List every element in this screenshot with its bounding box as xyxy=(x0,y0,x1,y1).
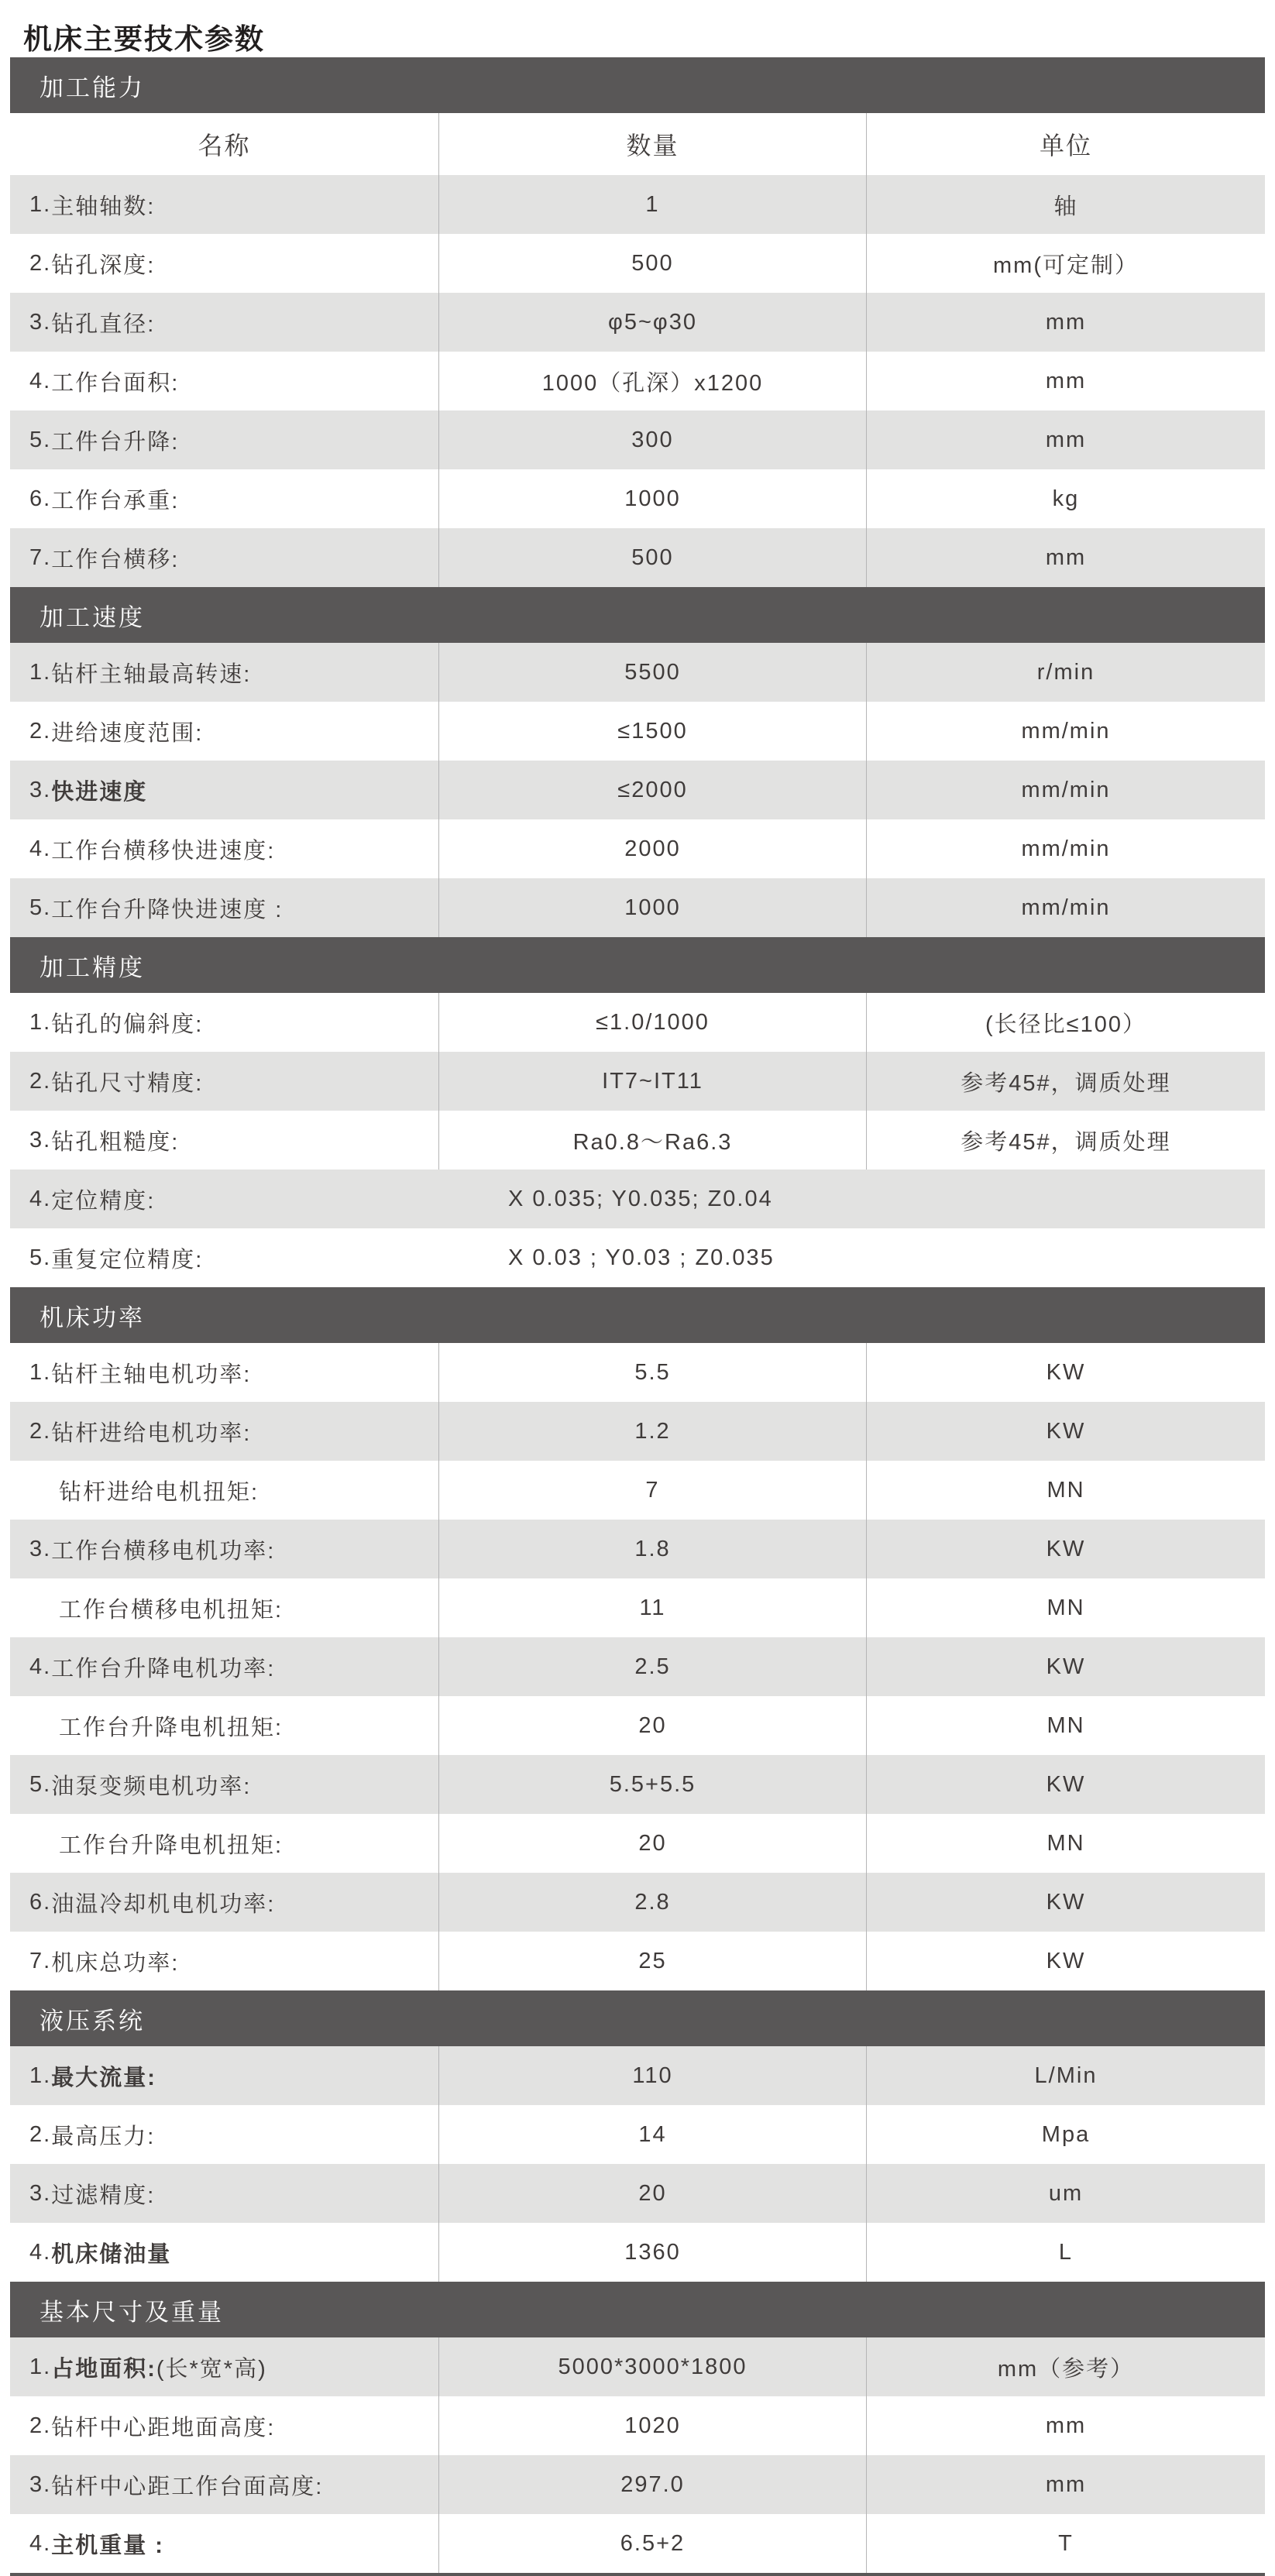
section-header: 加工能力 xyxy=(10,57,1265,113)
row-unit: mm（参考） xyxy=(866,2337,1265,2396)
table-row xyxy=(10,1111,1265,1170)
row-value: 2.5 xyxy=(438,1637,866,1696)
row-unit: KW xyxy=(866,1755,1265,1814)
row-value: 20 xyxy=(438,1696,866,1755)
row-name: 钻孔深度: xyxy=(51,252,156,278)
row-number: 2. xyxy=(29,250,52,276)
row-label xyxy=(10,993,438,1052)
row-number: 3. xyxy=(29,1536,52,1561)
row-value: ≤2000 xyxy=(438,761,866,819)
row-number: 2. xyxy=(29,718,52,744)
row-value: 2000 xyxy=(438,819,866,878)
row-value: ≤1.0/1000 xyxy=(438,993,866,1052)
row-label xyxy=(10,1111,438,1170)
row-value: 500 xyxy=(438,234,866,293)
table-row xyxy=(10,1402,1265,1461)
row-value: 6.5+2 xyxy=(438,2514,866,2573)
row-name: 钻孔尺寸精度: xyxy=(51,1070,204,1096)
row-value: 25 xyxy=(438,1932,866,1990)
row-label xyxy=(10,2223,438,2282)
table-row xyxy=(10,1932,1265,1990)
row-name: 主轴轴数: xyxy=(51,194,156,219)
row-name: 工作台升降电机扭矩: xyxy=(59,1832,284,1858)
row-unit: KW xyxy=(866,1343,1265,1402)
row-name: 钻杆进给电机扭矩: xyxy=(59,1479,259,1505)
table-row xyxy=(10,469,1265,528)
row-number: 4. xyxy=(29,2530,52,2556)
row-label xyxy=(10,2164,438,2223)
row-unit: mm xyxy=(866,2396,1265,2455)
row-name: 工作台横移快进速度: xyxy=(51,838,276,864)
row-unit: MN xyxy=(866,1461,1265,1520)
table-row xyxy=(10,1755,1265,1814)
row-value: 500 xyxy=(438,528,866,587)
row-number: 2. xyxy=(29,1068,52,1094)
table-row xyxy=(10,1814,1265,1873)
row-label xyxy=(10,293,438,352)
row-label xyxy=(10,1755,438,1814)
row-unit: KW xyxy=(866,1873,1265,1932)
row-value: 1360 xyxy=(438,2223,866,2282)
row-value: 300 xyxy=(438,410,866,469)
row-number: 3. xyxy=(29,2471,52,2497)
row-label xyxy=(10,1402,438,1461)
row-value: 20 xyxy=(438,1814,866,1873)
row-value: φ5~φ30 xyxy=(438,293,866,352)
row-value: 7 xyxy=(438,1461,866,1520)
row-label xyxy=(10,1052,438,1111)
row-label xyxy=(10,528,438,587)
column-header-unit: 单位 xyxy=(866,113,1265,175)
row-label xyxy=(10,702,438,761)
section-header: 机床功率 xyxy=(10,1287,1265,1343)
row-number: 3. xyxy=(29,777,52,802)
row-label xyxy=(10,1343,438,1402)
row-name: 工作台升降电机扭矩: xyxy=(59,1715,284,1740)
table-row xyxy=(10,1343,1265,1402)
table-row xyxy=(10,2105,1265,2164)
table-row xyxy=(10,1873,1265,1932)
row-label xyxy=(10,352,438,410)
row-name: 机床总功率: xyxy=(51,1950,180,1976)
row-label xyxy=(10,410,438,469)
row-unit: KW xyxy=(866,1402,1265,1461)
row-number: 3. xyxy=(29,1127,52,1152)
row-label xyxy=(10,469,438,528)
row-number: 1. xyxy=(29,1359,52,1385)
row-name: 钻杆主轴最高转速: xyxy=(51,661,252,687)
section-header: 加工精度 xyxy=(10,937,1265,993)
row-name: 油温冷却机电机功率: xyxy=(51,1891,276,1917)
row-number: 5. xyxy=(29,895,52,920)
row-name: 油泵变频电机功率: xyxy=(51,1774,252,1799)
row-number: 4. xyxy=(29,2239,52,2265)
row-label xyxy=(10,643,438,702)
row-value: 11 xyxy=(438,1578,866,1637)
table-row xyxy=(10,528,1265,587)
row-value-span: X 0.035; Y0.035; Z0.04 xyxy=(508,1186,773,1211)
row-name: 工作台承重: xyxy=(51,488,180,513)
row-value: ≤1500 xyxy=(438,702,866,761)
row-value: 110 xyxy=(438,2046,866,2105)
table-row xyxy=(10,1170,1265,1228)
row-label xyxy=(10,2396,438,2455)
row-unit: (长径比≤100） xyxy=(866,993,1265,1052)
row-number: 1. xyxy=(29,659,52,685)
row-number: 3. xyxy=(29,2180,52,2206)
table-row xyxy=(10,234,1265,293)
table-row xyxy=(10,1520,1265,1578)
row-value: 1 xyxy=(438,175,866,234)
row-label xyxy=(10,234,438,293)
row-number: 4. xyxy=(29,368,52,393)
table-row xyxy=(10,761,1265,819)
row-value: 1000（孔深）x1200 xyxy=(438,352,866,410)
row-number: 5. xyxy=(29,1245,52,1270)
row-label xyxy=(10,2105,438,2164)
row-name-suffix: (长*宽*高) xyxy=(156,2356,267,2382)
table-row xyxy=(10,175,1265,234)
row-number: 4. xyxy=(29,1186,52,1211)
row-unit: mm/min xyxy=(866,761,1265,819)
row-name: 最大流量: xyxy=(51,2065,156,2090)
table-row xyxy=(10,1052,1265,1111)
table-row xyxy=(10,643,1265,702)
table-row xyxy=(10,293,1265,352)
row-name: 钻杆中心距工作台面高度: xyxy=(51,2474,324,2499)
row-name: 钻杆进给电机功率: xyxy=(51,1420,252,1446)
table-row xyxy=(10,2455,1265,2514)
row-value: 1000 xyxy=(438,469,866,528)
row-label xyxy=(10,761,438,819)
table-row xyxy=(10,1578,1265,1637)
row-number: 5. xyxy=(29,1771,52,1797)
column-header-quantity: 数量 xyxy=(438,113,866,175)
row-value: 1.8 xyxy=(438,1520,866,1578)
row-value: 2.8 xyxy=(438,1873,866,1932)
row-name: 钻孔直径: xyxy=(51,311,156,337)
table-row xyxy=(10,352,1265,410)
row-label xyxy=(10,175,438,234)
row-number: 5. xyxy=(29,427,52,452)
row-number: 4. xyxy=(29,1654,52,1679)
row-label xyxy=(10,2046,438,2105)
row-value: 14 xyxy=(438,2105,866,2164)
spec-table xyxy=(10,57,1265,2573)
row-name: 工作台升降快进速度 : xyxy=(51,897,284,922)
table-row xyxy=(10,1461,1265,1520)
row-unit: KW xyxy=(866,1520,1265,1578)
row-name: 重复定位精度: xyxy=(51,1247,204,1273)
row-unit: um xyxy=(866,2164,1265,2223)
row-name: 钻杆中心距地面高度: xyxy=(51,2415,276,2440)
row-name: 工作台横移电机扭矩: xyxy=(59,1597,284,1623)
row-name: 工作台面积: xyxy=(51,370,180,396)
row-unit: mm xyxy=(866,528,1265,587)
table-row xyxy=(10,702,1265,761)
row-number: 1. xyxy=(29,2354,52,2379)
table-row xyxy=(10,2514,1265,2573)
column-header-name: 名称 xyxy=(198,132,251,160)
row-number: 1. xyxy=(29,1009,52,1035)
row-value: 1.2 xyxy=(438,1402,866,1461)
row-unit: mm/min xyxy=(866,878,1265,937)
row-unit: Mpa xyxy=(866,2105,1265,2164)
table-row xyxy=(10,2164,1265,2223)
row-value: 20 xyxy=(438,2164,866,2223)
row-label xyxy=(10,2514,438,2573)
row-unit: KW xyxy=(866,1637,1265,1696)
row-name: 过滤精度: xyxy=(51,2183,156,2208)
row-unit: 参考45#，调质处理 xyxy=(866,1111,1265,1170)
row-unit: KW xyxy=(866,1932,1265,1990)
row-label xyxy=(10,1520,438,1578)
table-row xyxy=(10,2046,1265,2105)
table-row xyxy=(10,2223,1265,2282)
table-row xyxy=(10,819,1265,878)
row-value: 5500 xyxy=(438,643,866,702)
row-name: 钻杆主轴电机功率: xyxy=(51,1362,252,1387)
row-unit: kg xyxy=(866,469,1265,528)
row-unit: mm/min xyxy=(866,819,1265,878)
table-row xyxy=(10,1696,1265,1755)
row-label xyxy=(10,1814,438,1873)
row-number: 4. xyxy=(29,836,52,861)
row-name: 进给速度范围: xyxy=(51,720,204,746)
row-label xyxy=(10,1170,438,1228)
table-row xyxy=(10,1228,1265,1287)
table-row xyxy=(10,410,1265,469)
row-unit: MN xyxy=(866,1578,1265,1637)
row-name: 工作台升降电机功率: xyxy=(51,1656,276,1681)
row-value: 1000 xyxy=(438,878,866,937)
row-number: 7. xyxy=(29,1948,52,1973)
row-name: 钻孔粗糙度: xyxy=(51,1129,180,1155)
row-unit: mm/min xyxy=(866,702,1265,761)
row-name: 占地面积: xyxy=(51,2356,156,2382)
row-label xyxy=(10,878,438,937)
row-number: 2. xyxy=(29,2121,52,2147)
row-unit: mm(可定制） xyxy=(866,234,1265,293)
row-label xyxy=(10,1932,438,1990)
row-unit: 轴 xyxy=(866,175,1265,234)
row-name: 最高压力: xyxy=(51,2124,156,2149)
row-unit: MN xyxy=(866,1696,1265,1755)
row-value: 5000*3000*1800 xyxy=(438,2337,866,2396)
row-value: 297.0 xyxy=(438,2455,866,2514)
row-unit: mm xyxy=(866,2455,1265,2514)
section-header: 基本尺寸及重量 xyxy=(10,2282,1265,2337)
row-number: 3. xyxy=(29,309,52,335)
row-name: 机床储油量 xyxy=(51,2241,172,2267)
row-name: 定位精度: xyxy=(51,1188,156,1214)
row-unit: L/Min xyxy=(866,2046,1265,2105)
row-label xyxy=(10,1578,438,1637)
row-value: IT7~IT11 xyxy=(438,1052,866,1111)
table-row xyxy=(10,2396,1265,2455)
row-name: 工作台横移电机功率: xyxy=(51,1538,276,1564)
row-unit: 参考45#，调质处理 xyxy=(866,1052,1265,1111)
row-number: 6. xyxy=(29,1889,52,1915)
table-row xyxy=(10,1637,1265,1696)
row-number: 1. xyxy=(29,191,52,217)
row-value: Ra0.8～Ra6.3 xyxy=(438,1111,866,1170)
row-number: 2. xyxy=(29,2413,52,2438)
table-row xyxy=(10,2337,1265,2396)
table-row xyxy=(10,878,1265,937)
row-label xyxy=(10,1228,438,1287)
row-unit: mm xyxy=(866,352,1265,410)
row-value: 1020 xyxy=(438,2396,866,2455)
section-header: 加工速度 xyxy=(10,587,1265,643)
row-label xyxy=(10,1873,438,1932)
row-value: 5.5+5.5 xyxy=(438,1755,866,1814)
page-title: 机床主要技术参数 xyxy=(23,23,265,55)
row-unit: r/min xyxy=(866,643,1265,702)
section-header: 液压系统 xyxy=(10,1990,1265,2046)
row-unit: L xyxy=(866,2223,1265,2282)
row-name: 工作台横移: xyxy=(51,547,180,572)
row-number: 1. xyxy=(29,2063,52,2088)
row-number: 2. xyxy=(29,1418,52,1444)
row-label xyxy=(10,2455,438,2514)
column-header-row xyxy=(10,113,1265,175)
row-name: 工件台升降: xyxy=(51,429,180,455)
row-label xyxy=(10,1461,438,1520)
row-label xyxy=(10,1637,438,1696)
row-unit: mm xyxy=(866,410,1265,469)
row-name: 快进速度 xyxy=(51,779,148,805)
row-value-span: X 0.03 ; Y0.03 ; Z0.035 xyxy=(508,1245,775,1270)
row-value: 5.5 xyxy=(438,1343,866,1402)
row-label xyxy=(10,1696,438,1755)
table-row xyxy=(10,993,1265,1052)
row-unit: mm xyxy=(866,293,1265,352)
row-unit: T xyxy=(866,2514,1265,2573)
row-number: 6. xyxy=(29,486,52,511)
row-label xyxy=(10,819,438,878)
row-name: 钻孔的偏斜度: xyxy=(51,1012,204,1037)
row-name: 主机重量 : xyxy=(51,2533,164,2558)
row-unit: MN xyxy=(866,1814,1265,1873)
row-number: 7. xyxy=(29,544,52,570)
row-label xyxy=(10,2337,438,2396)
